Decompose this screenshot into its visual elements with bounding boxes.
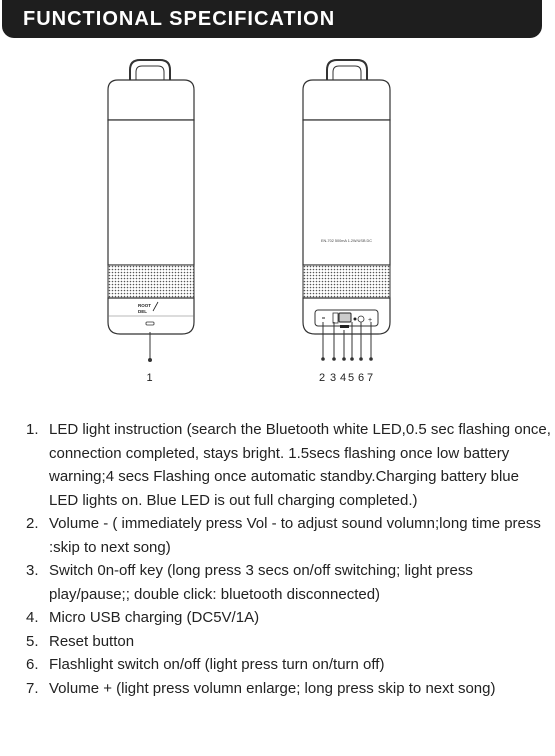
spec-number: 5. [26, 632, 39, 650]
spec-text: Flashlight switch on/off (light press turn on/turn off) [49, 656, 385, 673]
speaker-grill [303, 265, 390, 298]
svg-text:+: + [368, 317, 373, 324]
spec-list [0, 418, 555, 700]
device-illustration [0, 40, 555, 390]
power-switch-icon [339, 313, 351, 322]
spec-number: 4. [26, 609, 39, 626]
callout-7: 7 [367, 372, 374, 384]
page-title: FUNCTIONAL SPECIFICATION [23, 7, 336, 30]
device-body [108, 120, 194, 265]
reset-hole-icon [354, 318, 357, 321]
right-device [303, 60, 390, 384]
spec-item [0, 512, 555, 559]
spec-item [0, 653, 555, 677]
spec-item [0, 418, 555, 512]
spec-text: Volume - ( immediately press Vol - to adjust sound volumn;long time press :skip to next song) [49, 515, 541, 556]
callout-3: 3 [330, 372, 337, 384]
device-top-cap [303, 80, 390, 120]
spec-text: Micro USB charging (DC5V/1A) [49, 609, 260, 626]
reset-label-line1: ROOT [138, 303, 151, 308]
micro-usb-port-icon [340, 325, 349, 328]
device-body [303, 120, 390, 265]
spec-number: 7. [26, 679, 39, 697]
spec-text: Reset button [49, 632, 135, 650]
speaker-grill [108, 265, 194, 298]
spec-item [0, 559, 555, 606]
spec-number: 2. [26, 515, 39, 532]
spec-label: EN-702 500mA 1.2W/USB DC [320, 239, 373, 243]
spec-text: Switch 0n-off key (long press 3 secs on/off switching; light press play/pause;; double click: bluetooth disconnected) [49, 562, 473, 603]
reset-label-line2: DEL [138, 309, 147, 314]
spec-number: 3. [26, 562, 39, 579]
callout-5: 5 [348, 372, 355, 384]
spec-item [0, 630, 555, 654]
spec-number: 1. [26, 421, 39, 438]
spec-item [0, 677, 555, 701]
left-device [108, 60, 194, 384]
spec-item [0, 606, 555, 630]
title-bar [2, 0, 542, 38]
spec-text: Volume + (light press volumn enlarge; long press skip to next song) [49, 679, 496, 697]
spec-number: 6. [26, 656, 39, 673]
callout-6: 6 [358, 372, 365, 384]
callout-2: 2 [319, 372, 326, 384]
spec-text: LED light instruction (search the Bluetooth white LED,0.5 sec flashing once, connection completed, stays bright. 1.5secs flashing once low battery warning;4 secs Flashing once automatic standby.Charging battery blue LED lights on. Blue LED is out full charging completed.) [49, 421, 551, 509]
callout-1: 1 [146, 372, 153, 384]
callout-4: 4 [340, 372, 347, 384]
flashlight-button-icon [358, 316, 364, 322]
device-top-cap [108, 80, 194, 120]
